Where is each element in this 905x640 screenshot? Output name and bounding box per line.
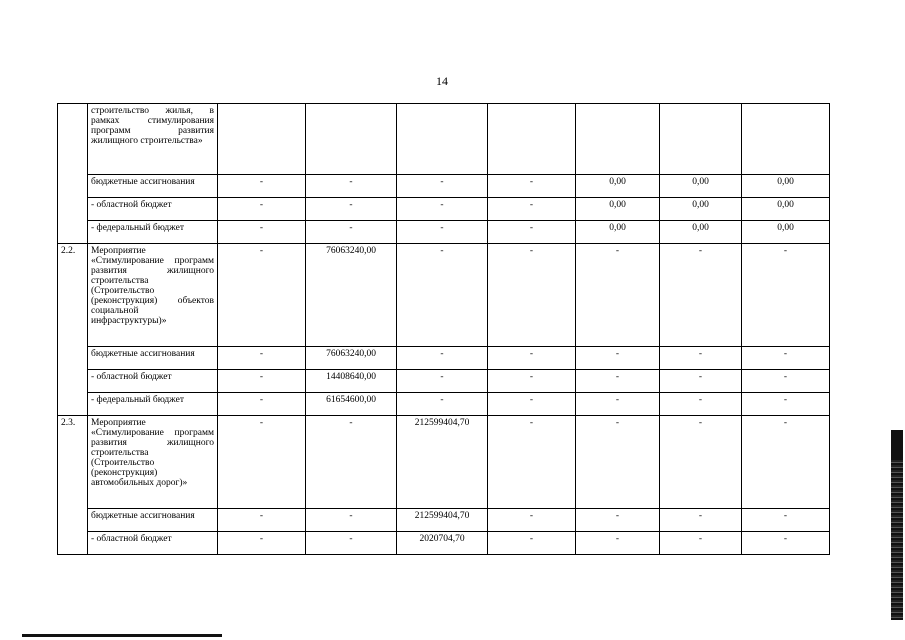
table-cell: -: [660, 532, 742, 555]
table-cell: -: [397, 393, 488, 416]
row-code: 2.2.: [58, 244, 88, 416]
table-cell: -: [488, 198, 576, 221]
table-cell: [306, 104, 397, 175]
row-code: [58, 104, 88, 244]
table-cell: -: [397, 175, 488, 198]
table-cell: -: [742, 416, 830, 509]
row-description: бюджетные ассигнования: [88, 175, 218, 198]
table-cell: [488, 104, 576, 175]
table-cell: -: [660, 416, 742, 509]
table-cell: -: [218, 347, 306, 370]
table-cell: -: [576, 509, 660, 532]
table-cell: -: [576, 393, 660, 416]
table-cell: [742, 104, 830, 175]
table-cell: -: [488, 416, 576, 509]
table-cell: -: [218, 221, 306, 244]
table-cell: [218, 104, 306, 175]
table-cell: -: [576, 347, 660, 370]
table-cell: 0,00: [742, 175, 830, 198]
table-row: [58, 198, 830, 221]
table-cell: 0,00: [576, 221, 660, 244]
table-cell: 14408640,00: [306, 370, 397, 393]
table-cell: -: [488, 244, 576, 347]
table-cell: [576, 104, 660, 175]
table-cell: -: [742, 347, 830, 370]
table-cell: 76063240,00: [306, 347, 397, 370]
table-cell: -: [218, 370, 306, 393]
table-cell: -: [576, 416, 660, 509]
table-cell: 61654600,00: [306, 393, 397, 416]
table-cell: 212599404,70: [397, 416, 488, 509]
table-cell: [660, 104, 742, 175]
row-description: Мероприятие «Стимулирование программ развития жилищного строительства (Строительство (реконструкция) объектов социальной инфраструктуры)»: [88, 244, 218, 347]
table-row: [58, 244, 830, 347]
table-cell: 0,00: [742, 221, 830, 244]
table-row: [58, 509, 830, 532]
table-cell: -: [306, 509, 397, 532]
table-cell: -: [306, 532, 397, 555]
table-row: [58, 347, 830, 370]
row-description: - областной бюджет: [88, 532, 218, 555]
row-description: - федеральный бюджет: [88, 393, 218, 416]
page-number: 14: [436, 74, 448, 88]
table-cell: 2020704,70: [397, 532, 488, 555]
scan-edge-mark: [891, 430, 903, 460]
table-cell: -: [218, 532, 306, 555]
table-cell: -: [488, 370, 576, 393]
table-cell: -: [660, 244, 742, 347]
table-cell: 212599404,70: [397, 509, 488, 532]
table-cell: -: [397, 221, 488, 244]
table-cell: -: [576, 532, 660, 555]
table-cell: -: [660, 370, 742, 393]
table-row: [58, 175, 830, 198]
table-cell: -: [742, 509, 830, 532]
table-cell: -: [397, 244, 488, 347]
budget-table: [57, 103, 830, 555]
table-cell: [397, 104, 488, 175]
table-row: [58, 393, 830, 416]
table-cell: 0,00: [660, 175, 742, 198]
table-cell: -: [306, 198, 397, 221]
table-cell: -: [397, 198, 488, 221]
table-cell: -: [218, 175, 306, 198]
scan-bottom-line: [22, 634, 222, 637]
table-cell: -: [576, 244, 660, 347]
row-code: 2.3.: [58, 416, 88, 555]
table-cell: 0,00: [660, 198, 742, 221]
table-row: [58, 104, 830, 175]
table-cell: 0,00: [660, 221, 742, 244]
table-cell: -: [488, 393, 576, 416]
table-cell: -: [660, 347, 742, 370]
table-cell: 0,00: [742, 198, 830, 221]
table-cell: -: [306, 221, 397, 244]
table-cell: -: [488, 221, 576, 244]
row-description: - областной бюджет: [88, 370, 218, 393]
table-cell: -: [742, 370, 830, 393]
table-cell: 76063240,00: [306, 244, 397, 347]
table-cell: 0,00: [576, 198, 660, 221]
table-cell: -: [742, 244, 830, 347]
table-cell: -: [742, 532, 830, 555]
table-cell: 0,00: [576, 175, 660, 198]
table-cell: -: [488, 509, 576, 532]
table-cell: -: [218, 244, 306, 347]
table-cell: -: [306, 175, 397, 198]
table-cell: -: [397, 347, 488, 370]
table-cell: -: [488, 532, 576, 555]
row-description: - областной бюджет: [88, 198, 218, 221]
row-description: бюджетные ассигнования: [88, 509, 218, 532]
table-cell: -: [397, 370, 488, 393]
row-description: бюджетные ассигнования: [88, 347, 218, 370]
table-cell: -: [660, 509, 742, 532]
table-row: [58, 416, 830, 509]
table-cell: -: [742, 393, 830, 416]
table-cell: -: [218, 509, 306, 532]
table-cell: -: [306, 416, 397, 509]
table-row: [58, 221, 830, 244]
table-cell: -: [488, 175, 576, 198]
table-row: [58, 370, 830, 393]
table-cell: -: [218, 198, 306, 221]
table-cell: -: [218, 393, 306, 416]
table-cell: -: [218, 416, 306, 509]
table-cell: -: [660, 393, 742, 416]
table-cell: -: [576, 370, 660, 393]
row-description: - федеральный бюджет: [88, 221, 218, 244]
table-row: [58, 532, 830, 555]
row-description: Мероприятие «Стимулирование программ развития жилищного строительства (Строительство (реконструкция) автомобильных дорог)»: [88, 416, 218, 509]
row-description: строительство жилья, в рамках стимулирования программ развития жилищного строительства»: [88, 104, 218, 175]
table-cell: -: [488, 347, 576, 370]
